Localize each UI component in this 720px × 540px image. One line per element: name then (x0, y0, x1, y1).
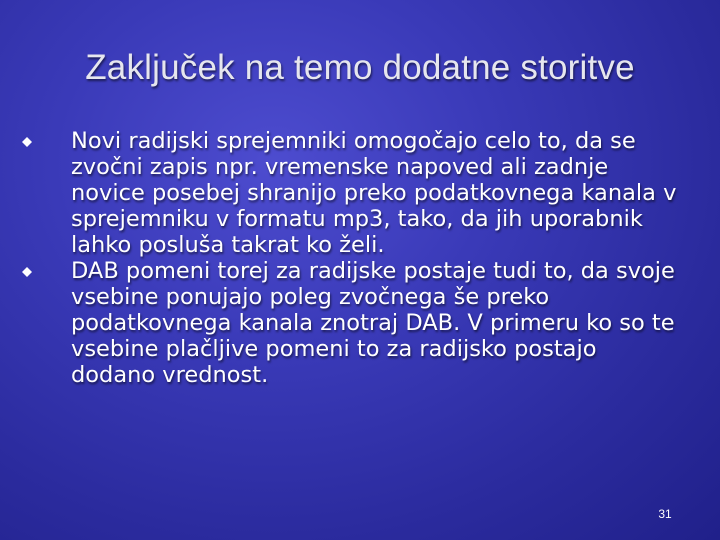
page-number: 31 (658, 507, 672, 521)
bullet-list (22, 128, 682, 388)
slide-title: Zaključek na temo dodatne storitve (85, 48, 635, 87)
bullet-text: DAB pomeni torej za radijske postaje tudi to, da svoje vsebine ponujajo poleg zvočnega še preko podatkovnega kanala znotraj DAB. V primeru ko so te vsebine plačljive pomeni to za radijsko postajo dodano vrednost. (71, 258, 675, 388)
bullet-item (22, 128, 682, 258)
bullet-item (22, 258, 682, 388)
bullet-text: Novi radijski sprejemniki omogočajo celo to, da se zvočni zapis npr. vremenske napoved ali zadnje novice posebej shranijo preko podatkovnega kanala v sprejemniku v formatu mp3, tako, da jih uporabnik lahko posluša takrat ko želi. (71, 128, 677, 258)
diamond-bullet-icon (22, 137, 32, 147)
diamond-bullet-icon (22, 267, 32, 277)
